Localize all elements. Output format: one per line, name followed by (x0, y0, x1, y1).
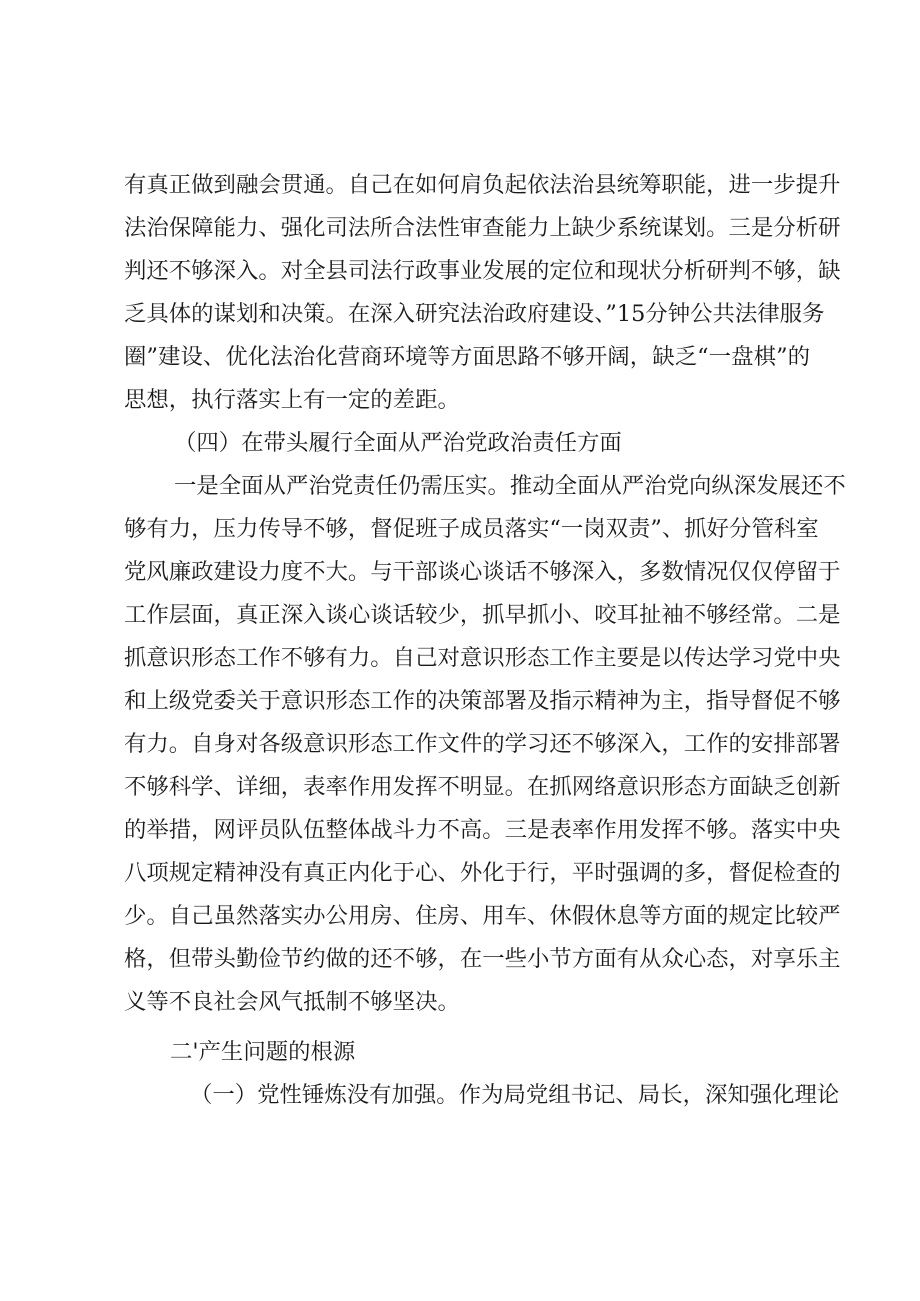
text-line: 够有力，压力传导不够，督促班子成员落实“一岗双责”、抓好分管科室 (124, 516, 819, 542)
text-line: 和上级党委关于意识形态工作的决策部署及指示精神为主，指导督促不够 (124, 688, 841, 714)
section-heading-root-causes: 二'产生问题的根源 (170, 1039, 356, 1065)
text-line: 不够科学、详细，表率作用发挥不明显。在抓网络意识形态方面缺乏创新 (124, 774, 841, 800)
text-line: 思想，执行落实上有一定的差距。 (124, 387, 460, 413)
section-heading-four: （四）在带头履行全面从严治党政治责任方面 (174, 430, 622, 456)
text-line: 党风廉政建设力度不大。与干部谈心谈话不够深入，多数情况仅仅停留于 (124, 559, 841, 585)
text-line: （一）党性锤炼没有加强。作为局党组书记、局长，深知强化理论 (190, 1082, 840, 1108)
text-line: 八项规定精神没有真正内化于心、外化于行，平时强调的多，督促检查的 (124, 860, 841, 886)
text-line: 圈”建设、优化法治化营商环境等方面思路不够开阔，缺乏“一盘棋”的 (124, 344, 810, 370)
text-line: 少。自己虽然落实办公用房、住房、用车、休假休息等方面的规定比较严 (124, 903, 841, 929)
text-line: 判还不够深入。对全县司法行政事业发展的定位和现状分析研判不够，缺 (124, 258, 841, 284)
text-line: 的举措，网评员队伍整体战斗力不高。三是表率作用发挥不够。落实中央 (124, 817, 841, 843)
text-line: 有力。自身对各级意识形态工作文件的学习还不够深入，工作的安排部署 (124, 731, 841, 757)
text-line: 乏具体的谋划和决策。在深入研究法治政府建设、”15分钟公共法律服务 (124, 301, 825, 327)
text-line: 法治保障能力、强化司法所合法性审查能力上缺少系统谋划。三是分析研 (124, 215, 841, 241)
text-line: 抓意识形态工作不够有力。自己对意识形态工作主要是以传达学习党中央 (124, 645, 841, 671)
text-line: 格，但带头勤俭节约做的还不够，在一些小节方面有从众心态，对享乐主 (124, 946, 841, 972)
text-line: 义等不良社会风气抵制不够坚决。 (124, 989, 460, 1015)
text-line: 工作层面，真正深入谈心谈话较少，抓早抓小、咬耳扯袖不够经常。二是 (124, 602, 841, 628)
text-line: 一是全面从严治党责任仍需压实。推动全面从严治党向纵深发展还不 (174, 473, 846, 499)
text-line: 有真正做到融会贯通。自己在如何肩负起依法治县统筹职能，进一步提升 (124, 172, 841, 198)
